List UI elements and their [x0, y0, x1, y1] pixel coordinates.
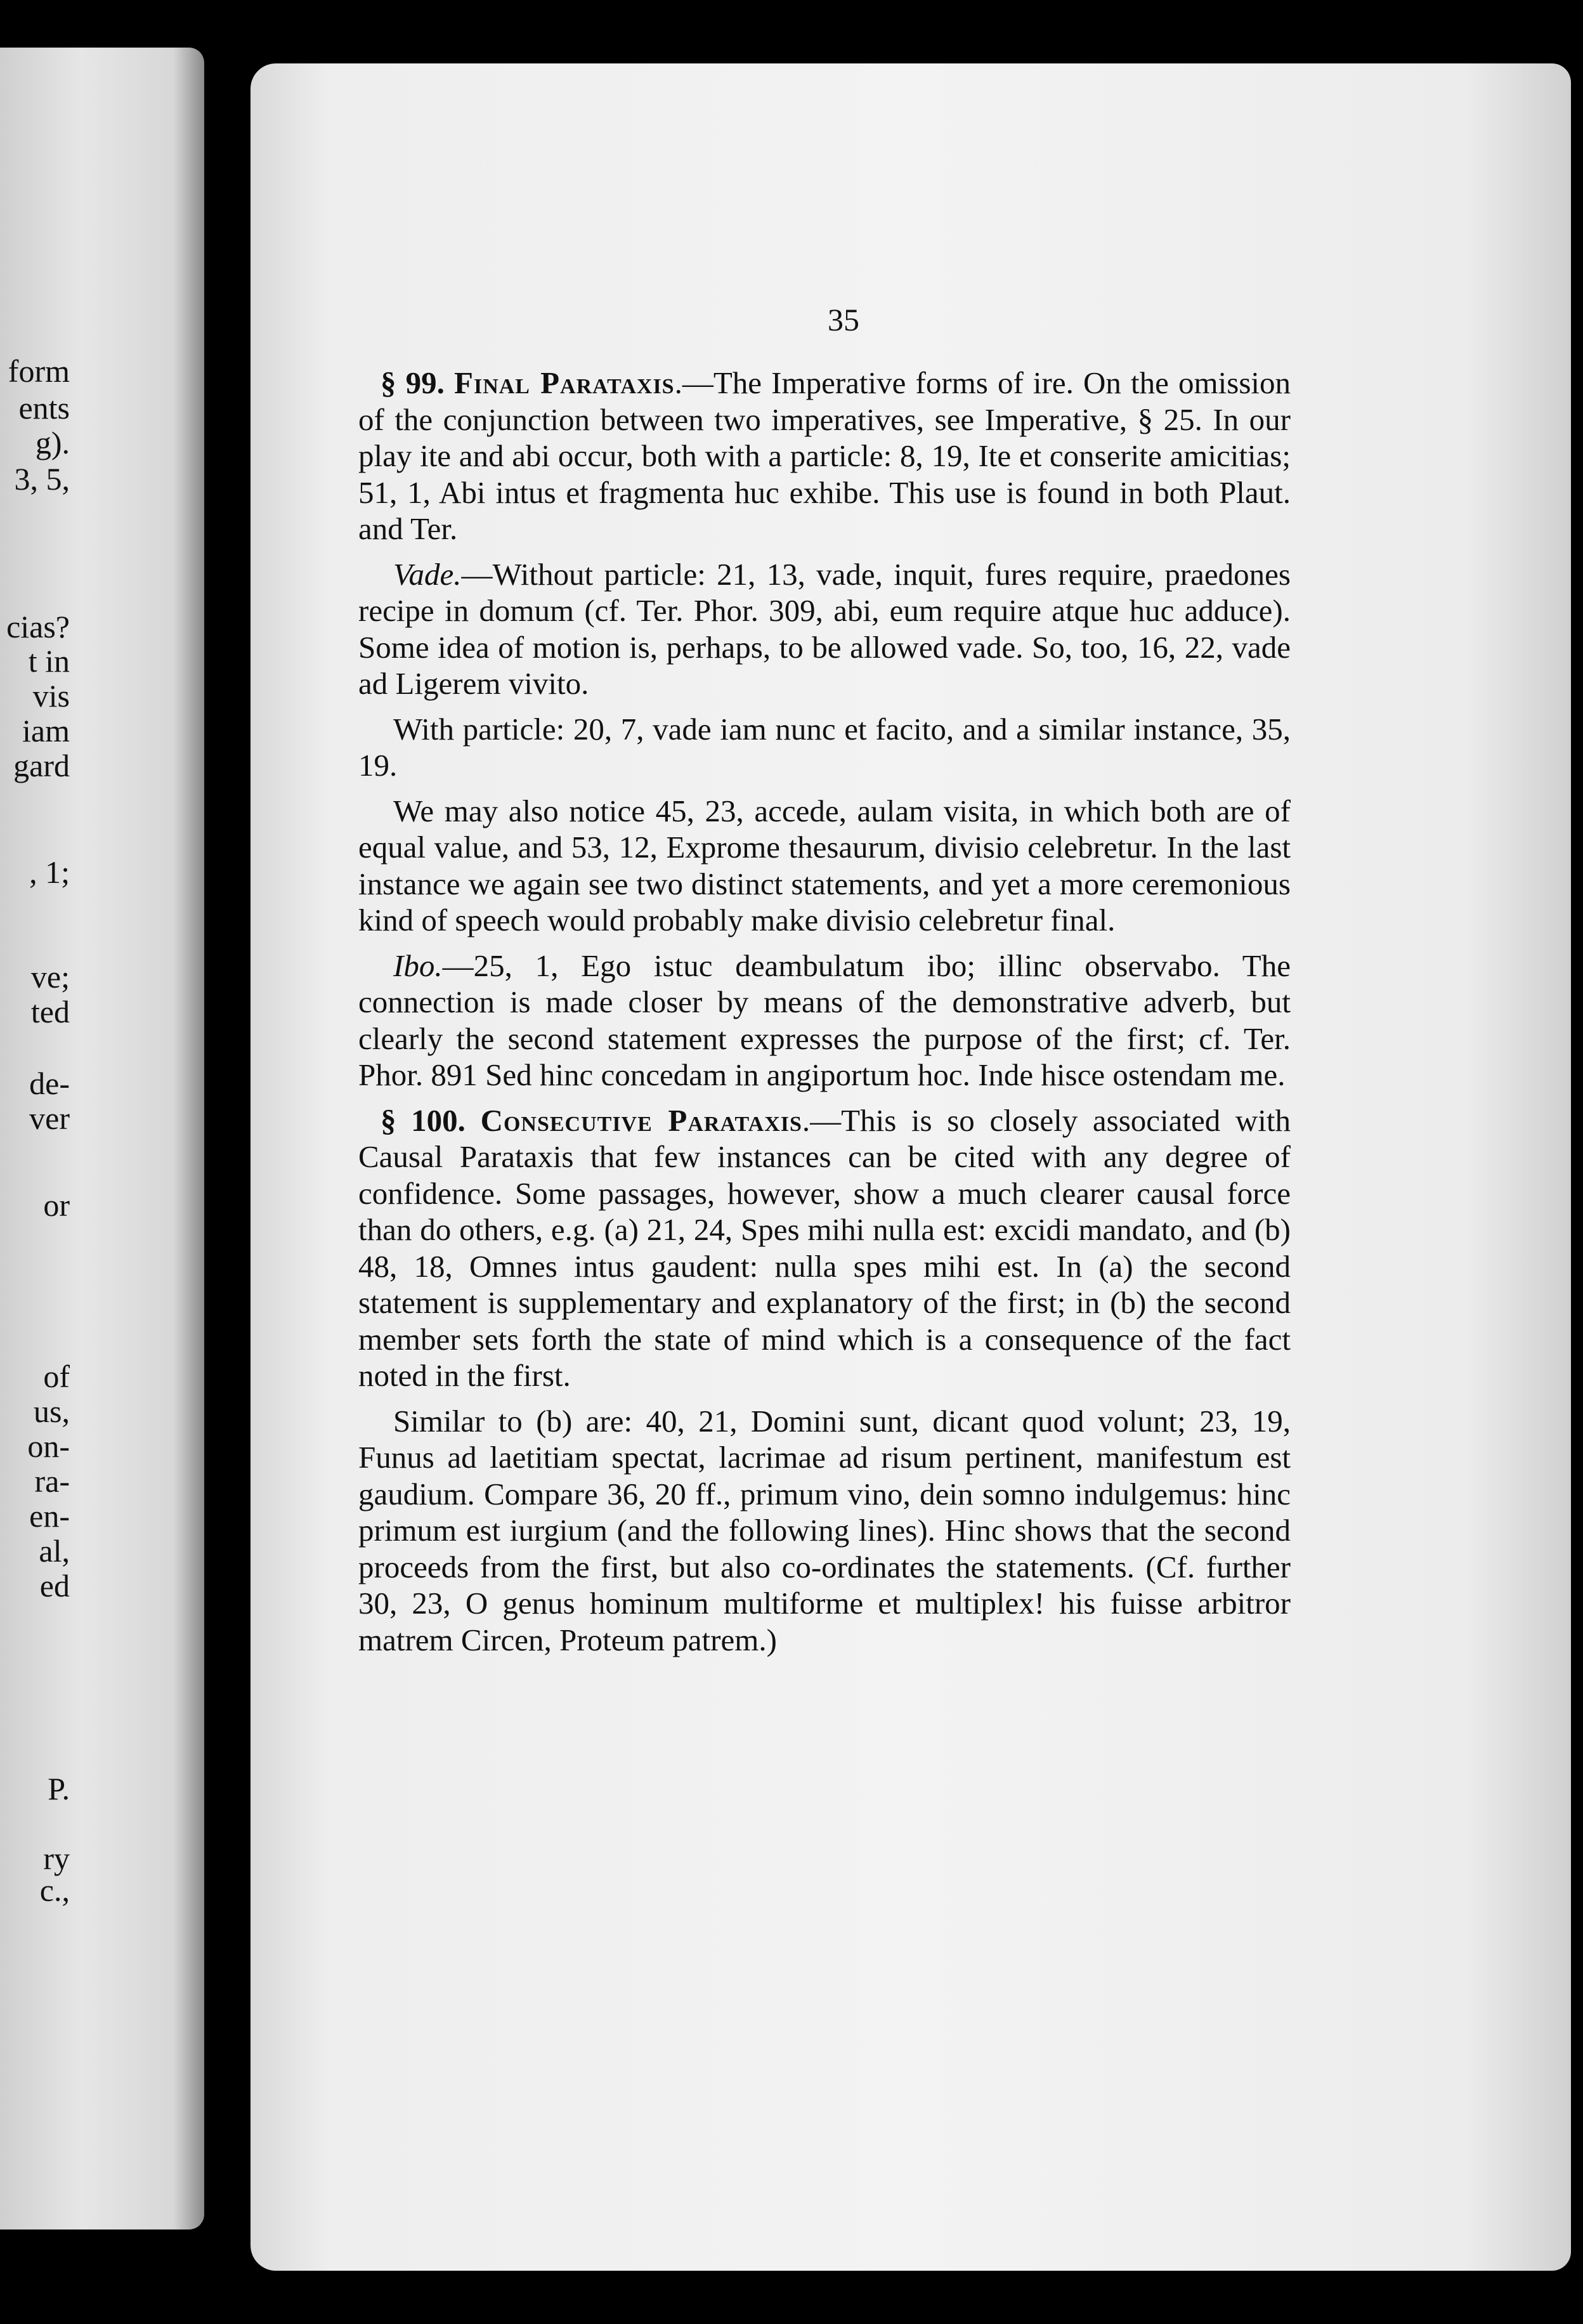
paragraph-text: .—This is so closely associated with Causal Parataxis that few instances can be cited with any degree of confidence. Some passages, however, show a much clearer causal force than do others, e.g. (a) 21, 24, Spes mihi nulla est: excidi mandato, and (b) 48, 18, Omnes intus gaudent: nulla spes mihi est. In (a) the second statement is supplementary and explanatory of the first; in (b) the second member sets forth the state of mind which is a consequence of the fact noted in the first.	[358, 1102, 1291, 1393]
left-fragment: 3, 5,	[14, 461, 70, 497]
left-fragment: en-	[29, 1498, 70, 1534]
section-heading: Consecutive Parataxis	[480, 1102, 802, 1138]
scan-speck	[225, 11, 229, 24]
left-fragment: t in	[28, 643, 70, 679]
left-fragment: de-	[29, 1066, 70, 1101]
left-fragment: iam	[22, 713, 70, 748]
left-fragment: ents	[18, 390, 70, 426]
left-fragment: ve;	[30, 959, 70, 995]
left-fragment: al,	[39, 1533, 70, 1569]
adjacent-page-edge	[0, 48, 204, 2229]
left-fragment: of	[43, 1359, 70, 1394]
page-number: 35	[828, 302, 859, 337]
paragraph-text: —25, 1, Ego istuc deambulatum ibo; illinc observabo. The connection is made closer by means of the demonstrative adverb, but clearly the second statement expresses the purpose of the first; cf. Ter. Phor. 891 Sed hinc concedam in angiportum hoc. Inde hisce ostendam me.	[358, 948, 1291, 1092]
paragraph-lead: Vade.	[393, 556, 462, 592]
left-fragment: or	[43, 1187, 70, 1223]
left-fragment: ry	[43, 1841, 70, 1876]
left-fragment: gard	[13, 748, 70, 783]
paragraph-notice	[358, 793, 1291, 939]
left-fragment: g).	[35, 425, 70, 460]
page-body	[358, 365, 1291, 1667]
left-fragment: ed	[39, 1568, 70, 1603]
paragraph-final-parataxis	[358, 365, 1291, 547]
paragraph-vade	[358, 556, 1291, 702]
left-fragment: us,	[34, 1394, 70, 1429]
paragraph-similar	[358, 1403, 1291, 1659]
left-fragment: c.,	[39, 1872, 70, 1908]
section-number: § 99.	[381, 365, 445, 400]
left-fragment: form	[8, 353, 70, 389]
paragraph-text: With particle: 20, 7, vade iam nunc et facito, and a similar instance, 35, 19.	[358, 711, 1291, 783]
left-fragment: cias?	[6, 609, 70, 644]
left-fragment: on-	[27, 1428, 70, 1464]
paragraph-text: Similar to (b) are: 40, 21, Domini sunt, dicant quod volunt; 23, 19, Funus ad laetitiam spectat, lacrimae ad risum pertinent, manifestum est gaudium. Compare 36, 20 ff., primum vino, dein somno indulgemus: hinc primum est iurgium (and the following lines). Hinc shows that the second proceeds from the first, but also co-ordinates the statements. (Cf. further 30, 23, O genus hominum multiforme et multiplex! his fuisse arbitror matrem Circen, Proteum patrem.)	[358, 1403, 1291, 1657]
left-fragment: ver	[29, 1100, 70, 1136]
section-number: § 100.	[381, 1102, 466, 1138]
paragraph-text: .—The Imperative forms of ire. On the omission of the conjunction between two imperatives, see Imperative, § 25. In our play ite and abi occur, both with a particle: 8, 19, Ite et conserite amicitias; 51, 1, Abi intus et fragmenta huc exhibe. This use is found in both Plaut. and Ter.	[358, 365, 1291, 546]
paragraph-ibo	[358, 948, 1291, 1093]
left-fragment: ted	[30, 994, 70, 1029]
left-fragment: ra-	[34, 1463, 70, 1499]
paragraph-text: —Without particle: 21, 13, vade, inquit, fures require, praedones recipe in domum (cf. Ter. Phor. 309, abi, eum require atque huc adduce). Some idea of motion is, perhaps, to be allowed vade. So, too, 16, 22, vade ad Ligerem vivito.	[358, 556, 1291, 701]
paragraph-lead: Ibo.	[393, 948, 443, 983]
section-heading: Final Parataxis	[454, 365, 675, 400]
left-fragment: , 1;	[29, 854, 70, 890]
left-fragment: vis	[32, 678, 70, 714]
left-fragment: P.	[48, 1771, 70, 1806]
paragraph-with-particle	[358, 711, 1291, 784]
paragraph-text: We may also notice 45, 23, accede, aulam visita, in which both are of equal value, and 53, 12, Exprome thesaurum, divisio celebretur. In the last instance we again see two distinct statements, and yet a more ceremonious kind of speech would probably make divisio celebretur final.	[358, 793, 1291, 937]
paragraph-consecutive-parataxis	[358, 1102, 1291, 1394]
